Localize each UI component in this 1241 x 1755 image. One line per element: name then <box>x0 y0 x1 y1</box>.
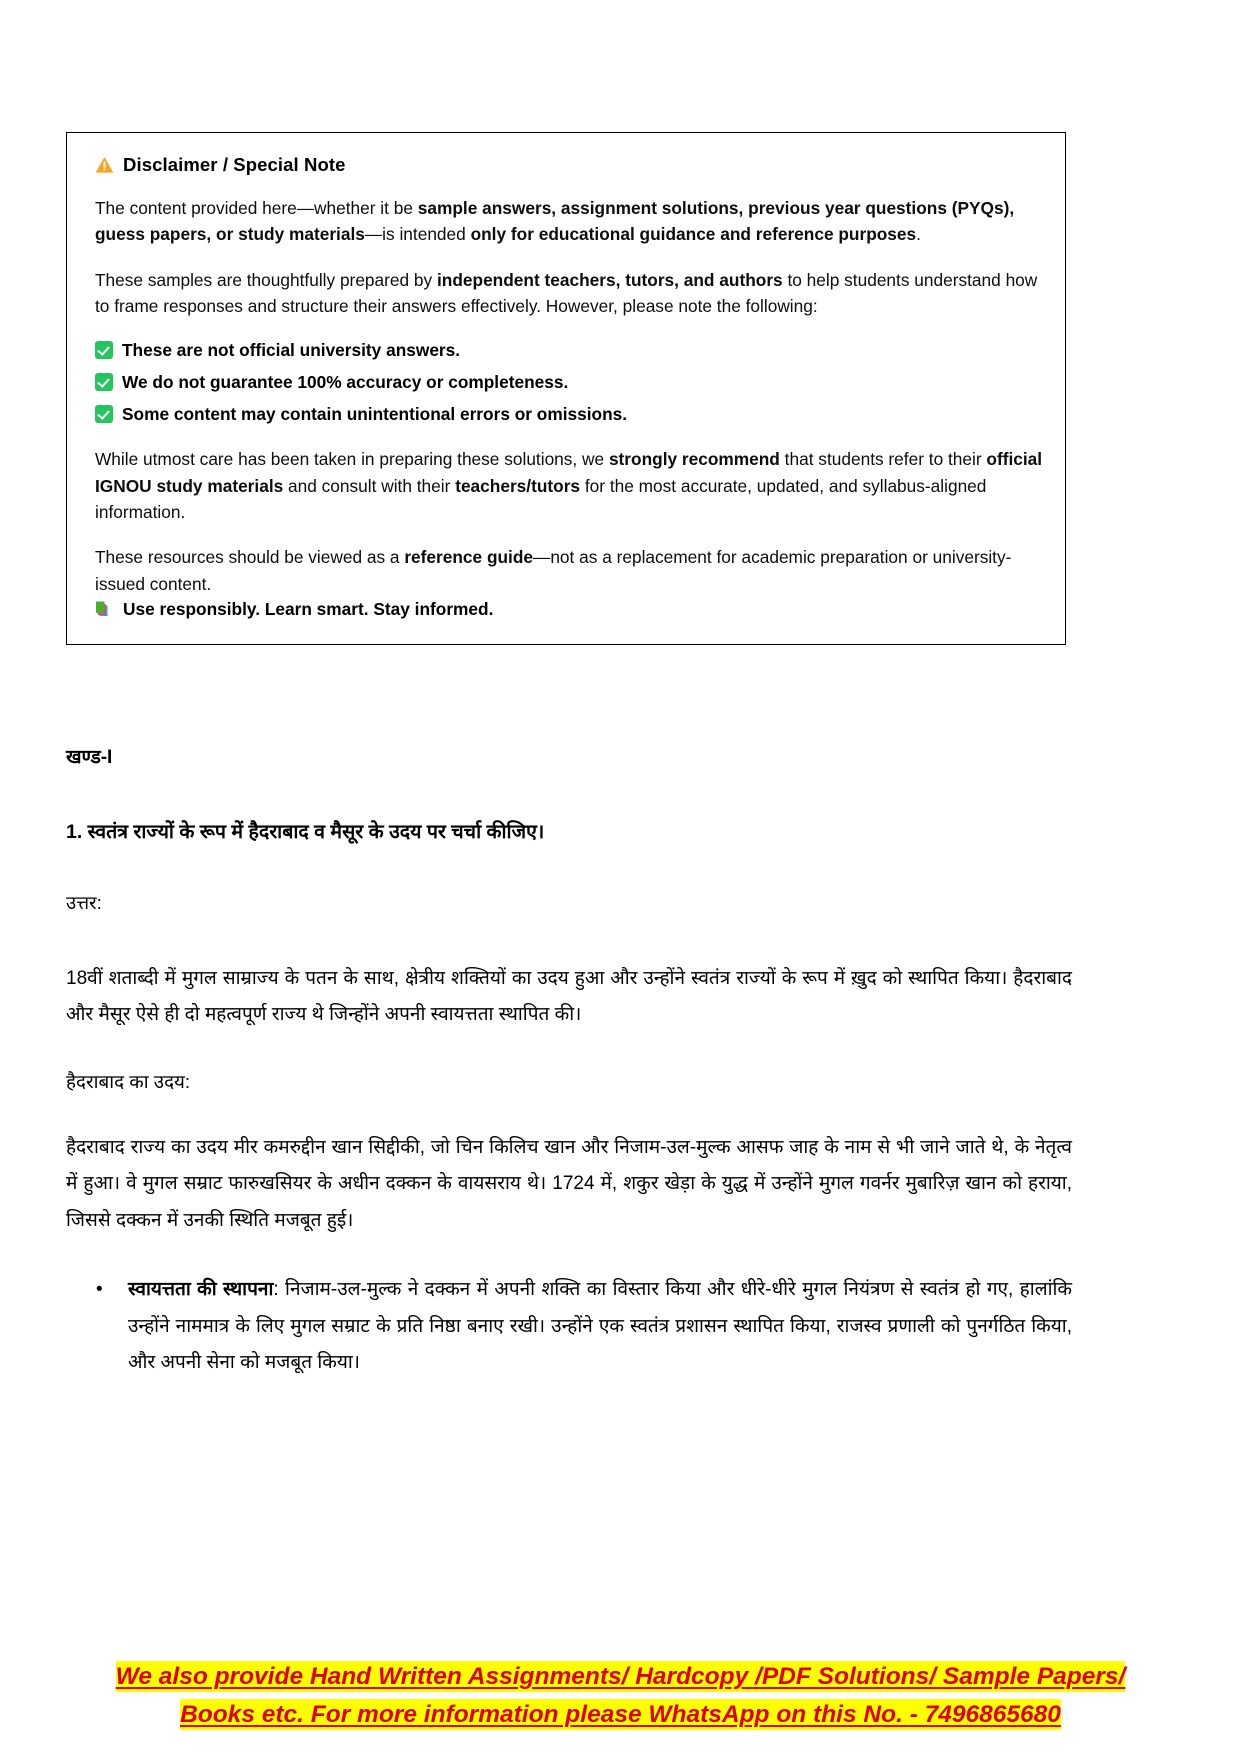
paragraph-2-seg-3: to help students understand how to frame responses and structure their answers effectively. However, please note the following: <box>95 269 1038 316</box>
bullet-item <box>114 1272 1072 1381</box>
bullet-item-separator: : <box>273 1279 286 1301</box>
bullet-item-title: स्वायत्तता की स्थापना <box>128 1279 274 1301</box>
green-check-square-icon <box>95 373 113 391</box>
paragraph-3-seg-3: that students refer to their <box>779 449 987 470</box>
paragraph-3-seg-6: teachers/tutors <box>455 475 581 496</box>
disclaimer-paragraph-2 <box>95 267 1043 320</box>
disclaimer-paragraph-1 <box>95 195 1043 248</box>
promo-footer-row-2 <box>0 1698 1241 1733</box>
promo-footer-row-1 <box>0 1660 1241 1695</box>
disclaimer-paragraph-3 <box>95 446 1043 525</box>
paragraph-1-seg-4: only for educational guidance and reference purposes <box>470 224 917 245</box>
paragraph-4-seg-2: reference guide <box>404 547 534 568</box>
warning-triangle-icon <box>95 156 114 174</box>
checklist-item-label: We do not guarantee 100% accuracy or completeness. <box>122 372 569 393</box>
checklist-item-label: Some content may contain unintentional errors or omissions. <box>122 404 628 425</box>
assignment-content <box>66 745 1072 1382</box>
paragraph-2-seg-2: independent teachers, tutors, and authors <box>436 269 783 290</box>
question-heading: 1. स्वतंत्र राज्यों के रूप में हैदराबाद व मैसूर के उदय पर चर्चा कीजिए। <box>66 820 545 843</box>
checklist-item <box>95 370 1043 395</box>
section-heading: खण्ड-I <box>66 747 113 768</box>
disclaimer-box <box>66 132 1066 645</box>
paragraph-4-seg-3: —not as a replacement for academic preparation or university-issued content. <box>95 547 1012 594</box>
body-paragraph-1: हैदराबाद राज्य का उदय मीर कमरुद्दीन खान सिद्दीकी, जो चिन किलिच खान और निजाम-उल-मुल्क आसफ जाह के नाम से भी जाने जाते थे, के नेतृत्व में हुआ। वे मुगल सम्राट फारुखसियर के अधीन दक्कन के वायसराय थे। 1724 में, शकुर खेड़ा के युद्ध में उन्होंने मुगल गवर्नर मुबारिज़ खान को हराया, जिससे दक्कन में उनकी स्थिति मजबूत हुई। <box>66 1136 1072 1231</box>
disclaimer-closing-text: Use responsibly. Learn smart. Stay informed. <box>123 598 494 619</box>
checklist-item-label: These are not official university answers. <box>122 340 461 361</box>
paragraph-1-seg-5: . <box>916 224 921 245</box>
paragraph-2-seg-1: These samples are thoughtfully prepared by <box>95 269 437 290</box>
paragraph-1-seg-3: —is intended <box>364 224 471 245</box>
bullet-list <box>66 1272 1072 1381</box>
promo-footer-banner <box>0 1660 1241 1736</box>
paragraph-3-seg-4: official IGNOU study materials <box>95 449 1043 496</box>
intro-paragraph: 18वीं शताब्दी में मुगल साम्राज्य के पतन के साथ, क्षेत्रीय शक्तियों का उदय हुआ और उन्होंने स्वतंत्र राज्यों के रूप में ख़ुद को स्थापित किया। हैदराबाद और मैसूर ऐसे ही दो महत्वपूर्ण राज्य थे जिन्होंने अपनी स्वायत्तता स्थापित की। <box>66 967 1072 1026</box>
disclaimer-checklist <box>95 338 1043 427</box>
paragraph-3-seg-2: strongly recommend <box>608 449 780 470</box>
disclaimer-title-text: Disclaimer / Special Note <box>123 154 346 175</box>
paragraph-4-seg-1: These resources should be viewed as a <box>95 547 405 568</box>
paragraph-3-seg-5: and consult with their <box>283 475 456 496</box>
disclaimer-paragraph-4 <box>95 544 1043 597</box>
promo-footer-line-2: Books etc. For more information please WhatsApp on this No. - 7496865680 <box>180 1700 1061 1728</box>
checklist-item <box>95 402 1043 427</box>
checklist-item <box>95 338 1043 363</box>
bullet-item-text: निजाम-उल-मुल्क ने दक्कन में अपनी शक्ति का विस्तार किया और धीरे-धीरे मुगल नियंत्रण से स्वतंत्र हो गए, हालांकि उन्होंने नाममात्र के लिए मुगल सम्राट के प्रति निष्ठा बनाए रखी। उन्होंने एक स्वतंत्र प्रशासन स्थापित किया, राजस्व प्रणाली को पुनर्गठित किया, और अपनी सेना को मजबूत किया। <box>128 1279 1073 1374</box>
paragraph-1-seg-2: sample answers, assignment solutions, previous year questions (PYQs), guess papers, or study materials <box>95 198 1015 245</box>
disclaimer-closing-line <box>95 597 1043 622</box>
green-check-square-icon <box>95 341 113 359</box>
disclaimer-title <box>95 153 1043 177</box>
subheading-hyderabad-rise: हैदराबाद का उदय: <box>66 1070 191 1092</box>
paragraph-3-seg-7: for the most accurate, updated, and syllabus-aligned information. <box>95 475 987 522</box>
paragraph-3-seg-1: While utmost care has been taken in preparing these solutions, we <box>95 449 609 470</box>
green-check-square-icon <box>95 405 113 423</box>
books-icon <box>95 599 114 618</box>
answer-label: उत्तर: <box>66 891 102 913</box>
paragraph-1-seg-1: The content provided here—whether it be <box>95 198 418 219</box>
promo-footer-line-1: We also provide Hand Written Assignments/ Hardcopy /PDF Solutions/ Sample Papers/ <box>115 1663 1126 1690</box>
